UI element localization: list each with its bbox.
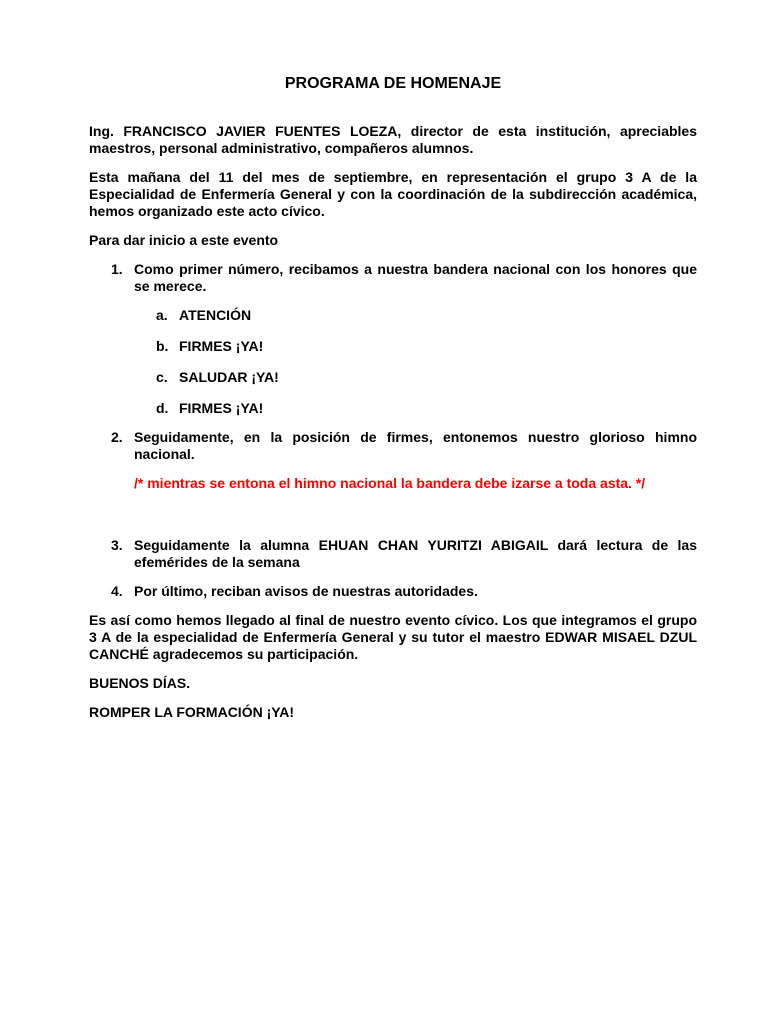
program-item-1 xyxy=(89,261,697,417)
subitem-b xyxy=(134,338,697,355)
subitem-letter: d. xyxy=(156,400,169,416)
honors-sublist xyxy=(134,307,697,417)
intro-paragraph: Esta mañana del 11 del mes de septiembre, en representación el grupo 3 A de la Especialidad de Enfermería General y con la coordinación de la subdirección académica, hemos organizado este acto cívico. xyxy=(89,169,697,219)
item-text: Seguidamente, en la posición de firmes, entonemos nuestro glorioso himno nacional. xyxy=(134,429,697,462)
item-number: 1. xyxy=(111,261,123,277)
subitem-text: FIRMES ¡YA! xyxy=(179,338,264,354)
red-note: /* mientras se entona el himno nacional la bandera debe izarse a toda asta. */ xyxy=(134,475,646,491)
program-item-4 xyxy=(89,583,697,600)
item-number: 3. xyxy=(111,537,123,553)
subitem-c xyxy=(134,369,697,386)
subitem-a xyxy=(134,307,697,324)
item-number: 2. xyxy=(111,429,123,445)
subitem-text: SALUDAR ¡YA! xyxy=(179,369,279,385)
subitem-letter: a. xyxy=(156,307,168,323)
closing-paragraph: Es así como hemos llegado al final de nuestro evento cívico. Los que integramos el grupo 3 A de la especialidad de Enfermería General y su tutor el maestro EDWAR MISAEL DZUL CANCHÉ agradecemos su participación. xyxy=(89,612,697,662)
dismiss-paragraph: ROMPER LA FORMACIÓN ¡YA! xyxy=(89,704,295,720)
program-item-2 xyxy=(89,429,697,525)
subitem-letter: c. xyxy=(156,369,168,385)
subitem-d xyxy=(134,400,697,417)
greeting-paragraph: Ing. FRANCISCO JAVIER FUENTES LOEZA, director de esta institución, apreciables maestros, personal administrativo, compañeros alumnos. xyxy=(89,123,697,156)
farewell-paragraph: BUENOS DÍAS. xyxy=(89,675,191,691)
item-text: Por último, reciban avisos de nuestras autoridades. xyxy=(134,583,478,599)
blank-space xyxy=(134,492,697,525)
subitem-letter: b. xyxy=(156,338,169,354)
start-paragraph: Para dar inicio a este evento xyxy=(89,232,279,248)
subitem-text: FIRMES ¡YA! xyxy=(179,400,264,416)
item-text: Como primer número, recibamos a nuestra bandera nacional con los honores que se merece. xyxy=(134,261,697,294)
program-item-3 xyxy=(89,537,697,571)
document-title: PROGRAMA DE HOMENAJE xyxy=(284,75,502,92)
item-number: 4. xyxy=(111,583,123,599)
subitem-text: ATENCIÓN xyxy=(179,307,252,323)
document-page xyxy=(89,74,697,733)
program-list xyxy=(89,261,697,600)
item-text: Seguidamente la alumna EHUAN CHAN YURITZI ABIGAIL dará lectura de las efemérides de la semana xyxy=(134,537,697,570)
